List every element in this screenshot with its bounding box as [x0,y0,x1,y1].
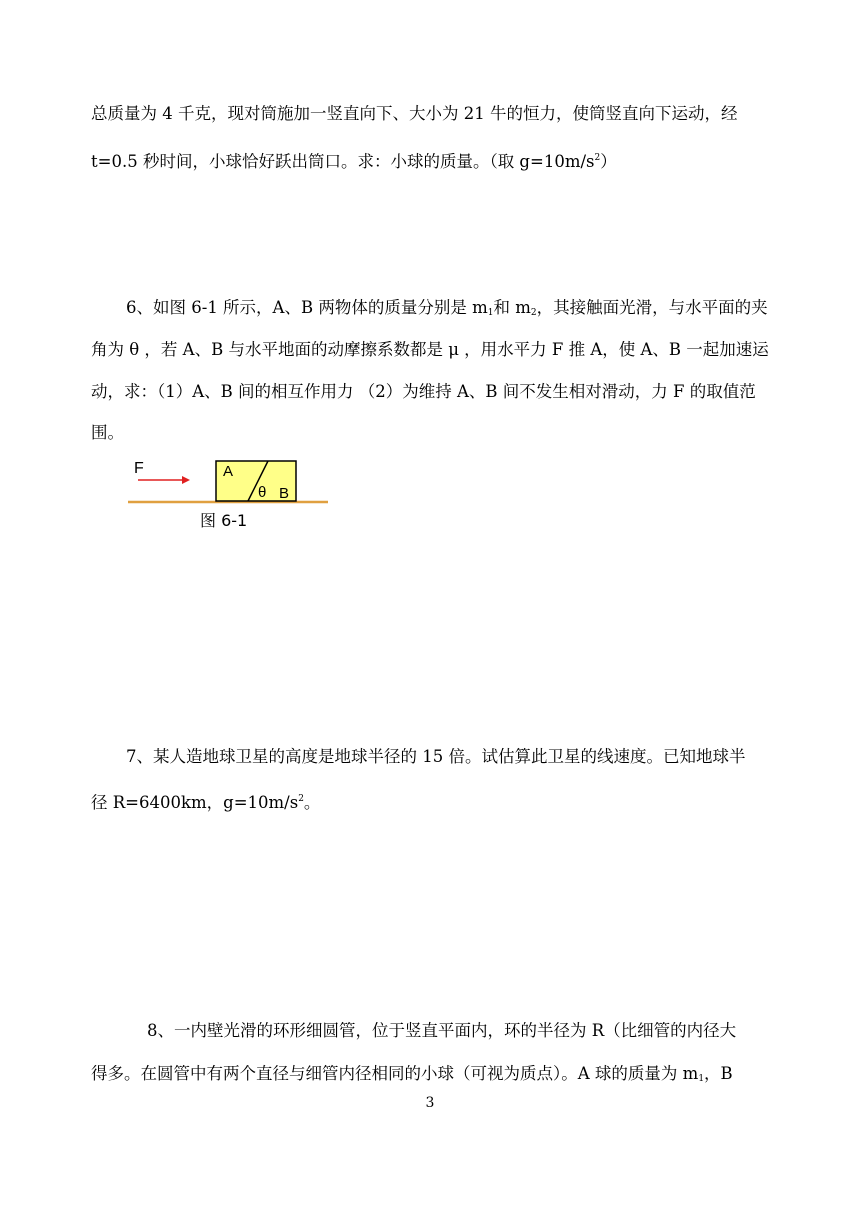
problem6-line1-c: ，其接触面光滑，与水平面的夹 [536,298,768,317]
figure-6-1 [128,455,333,535]
problem5-line2-superscript: 2 [594,153,601,163]
block-a-label: A [223,463,234,480]
problem5-line1: 总质量为 4 千克，现对筒施加一竖直向下、大小为 21 牛的恒力，使筒竖直向下运动，经 [91,104,738,123]
problem8-line2 [91,1064,733,1089]
problem6-line1-a: 6、如图 6-1 所示，A、B 两物体的质量分别是 m [126,298,488,317]
problem6-subscript-2: 2 [530,308,537,318]
problem7-line1: 7、某人造地球卫星的高度是地球半径的 15 倍。试估算此卫星的线速度。已知地球半 [126,747,746,766]
problem7-line2-text: 径 R=6400km，g=10m/s [91,793,299,812]
problem6-line4: 围。 [91,423,124,442]
problem6-line2: 角为 θ ，若 A、B 与水平地面的动摩擦系数都是 μ ，用水平力 F 推 A，使 A、B 一起加速运 [91,340,769,359]
page-number: 3 [425,1095,435,1111]
figure-6-1-diagram [128,455,333,535]
problem5-line2-text: t=0.5 秒时间，小球恰好跃出筒口。求：小球的质量。（取 g=10m/s [91,152,595,171]
problem5-line2 [91,148,617,172]
block-b-label: B [279,485,290,502]
problem8-line2-b: ，B [704,1064,733,1083]
problem8-subscript: 1 [698,1074,705,1084]
problem8-line2-a: 得多。在圆管中有两个直径与细管内径相同的小球（可视为质点）。A 球的质量为 m [91,1064,699,1083]
problem5-line2-end: ） [600,152,617,171]
problem6-line1 [126,298,768,323]
angle-label: θ [258,484,267,501]
problem8-line1: 8、一内壁光滑的环形细圆管，位于竖直平面内，环的半径为 R（比细管的内径大 [147,1021,737,1040]
problem7-superscript: 2 [298,794,304,804]
figure-caption: 图 6-1 [200,511,248,530]
problem6-line1-b: 和 m [493,298,531,317]
problem6-subscript-1: 1 [487,308,494,318]
problem7-line2 [91,789,320,813]
force-label: F [134,460,144,477]
problem7-line2-end: 。 [303,793,321,812]
problem6-line3: 动，求：（1）A、B 间的相互作用力 （2）为维持 A、B 间不发生相对滑动，力 F 的取值范 [91,382,756,401]
